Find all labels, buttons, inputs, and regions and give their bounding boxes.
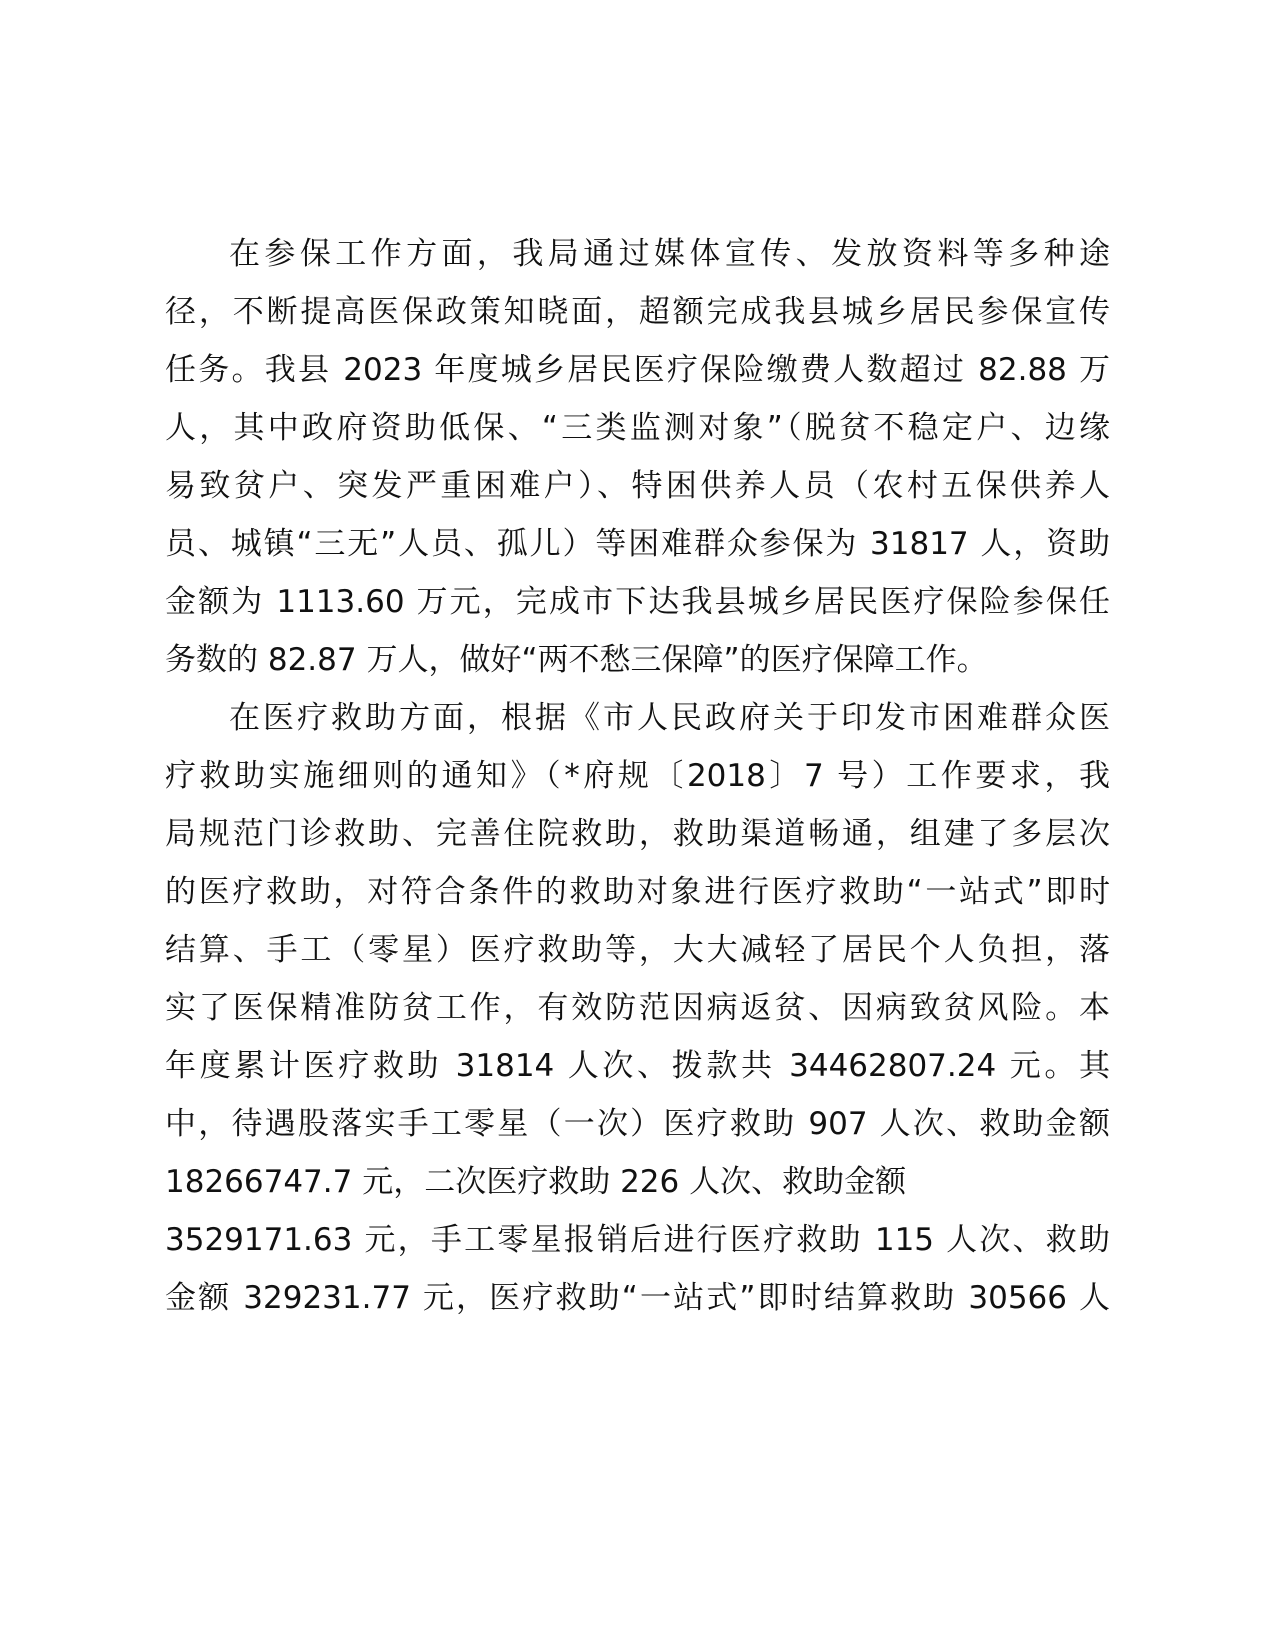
text-line: 人，其中政府资助低保、“三类监测对象”（脱贫不稳定户、边缘 bbox=[165, 410, 1110, 446]
text-line: 务数的 82.87 万人，做好“两不愁三保障”的医疗保障工作。 bbox=[165, 642, 988, 678]
text-line: 金额为 1113.60 万元，完成市下达我县城乡居民医疗保险参保任 bbox=[165, 584, 1110, 620]
text-line: 结算、手工（零星）医疗救助等，大大减轻了居民个人负担，落 bbox=[165, 932, 1110, 968]
text-line: 中，待遇股落实手工零星（一次）医疗救助 907 人次、救助金额 bbox=[165, 1106, 1110, 1142]
text-line: 实了医保精准防贫工作，有效防范因病返贫、因病致贫风险。本 bbox=[165, 990, 1110, 1026]
text-line: 在参保工作方面，我局通过媒体宣传、发放资料等多种途 bbox=[229, 236, 1110, 272]
text-line: 在医疗救助方面，根据《市人民政府关于印发市困难群众医 bbox=[229, 700, 1110, 736]
text-line: 员、城镇“三无”人员、孤儿）等困难群众参保为 31817 人，资助 bbox=[165, 526, 1110, 562]
text-line: 疗救助实施细则的通知》（*府规〔2018〕7 号）工作要求，我 bbox=[165, 758, 1110, 794]
text-line: 金额 329231.77 元，医疗救助“一站式”即时结算救助 30566 人 bbox=[165, 1280, 1110, 1316]
text-line: 3529171.63 元，手工零星报销后进行医疗救助 115 人次、救助 bbox=[165, 1222, 1110, 1258]
text-line: 年度累计医疗救助 31814 人次、拨款共 34462807.24 元。其 bbox=[165, 1048, 1110, 1084]
text-line: 易致贫户、突发严重困难户）、特困供养人员（农村五保供养人 bbox=[165, 468, 1110, 504]
text-line: 18266747.7 元，二次医疗救助 226 人次、救助金额 bbox=[165, 1164, 907, 1200]
text-line: 的医疗救助，对符合条件的救助对象进行医疗救助“一站式”即时 bbox=[165, 874, 1110, 910]
document-body bbox=[165, 225, 1110, 1327]
text-line: 局规范门诊救助、完善住院救助，救助渠道畅通，组建了多层次 bbox=[165, 816, 1110, 852]
text-line: 任务。我县 2023 年度城乡居民医疗保险缴费人数超过 82.88 万 bbox=[165, 352, 1110, 388]
paragraph-insurance-enrollment bbox=[165, 225, 1110, 689]
text-line: 径，不断提高医保政策知晓面，超额完成我县城乡居民参保宣传 bbox=[165, 294, 1110, 330]
paragraph-medical-assistance bbox=[165, 689, 1110, 1327]
